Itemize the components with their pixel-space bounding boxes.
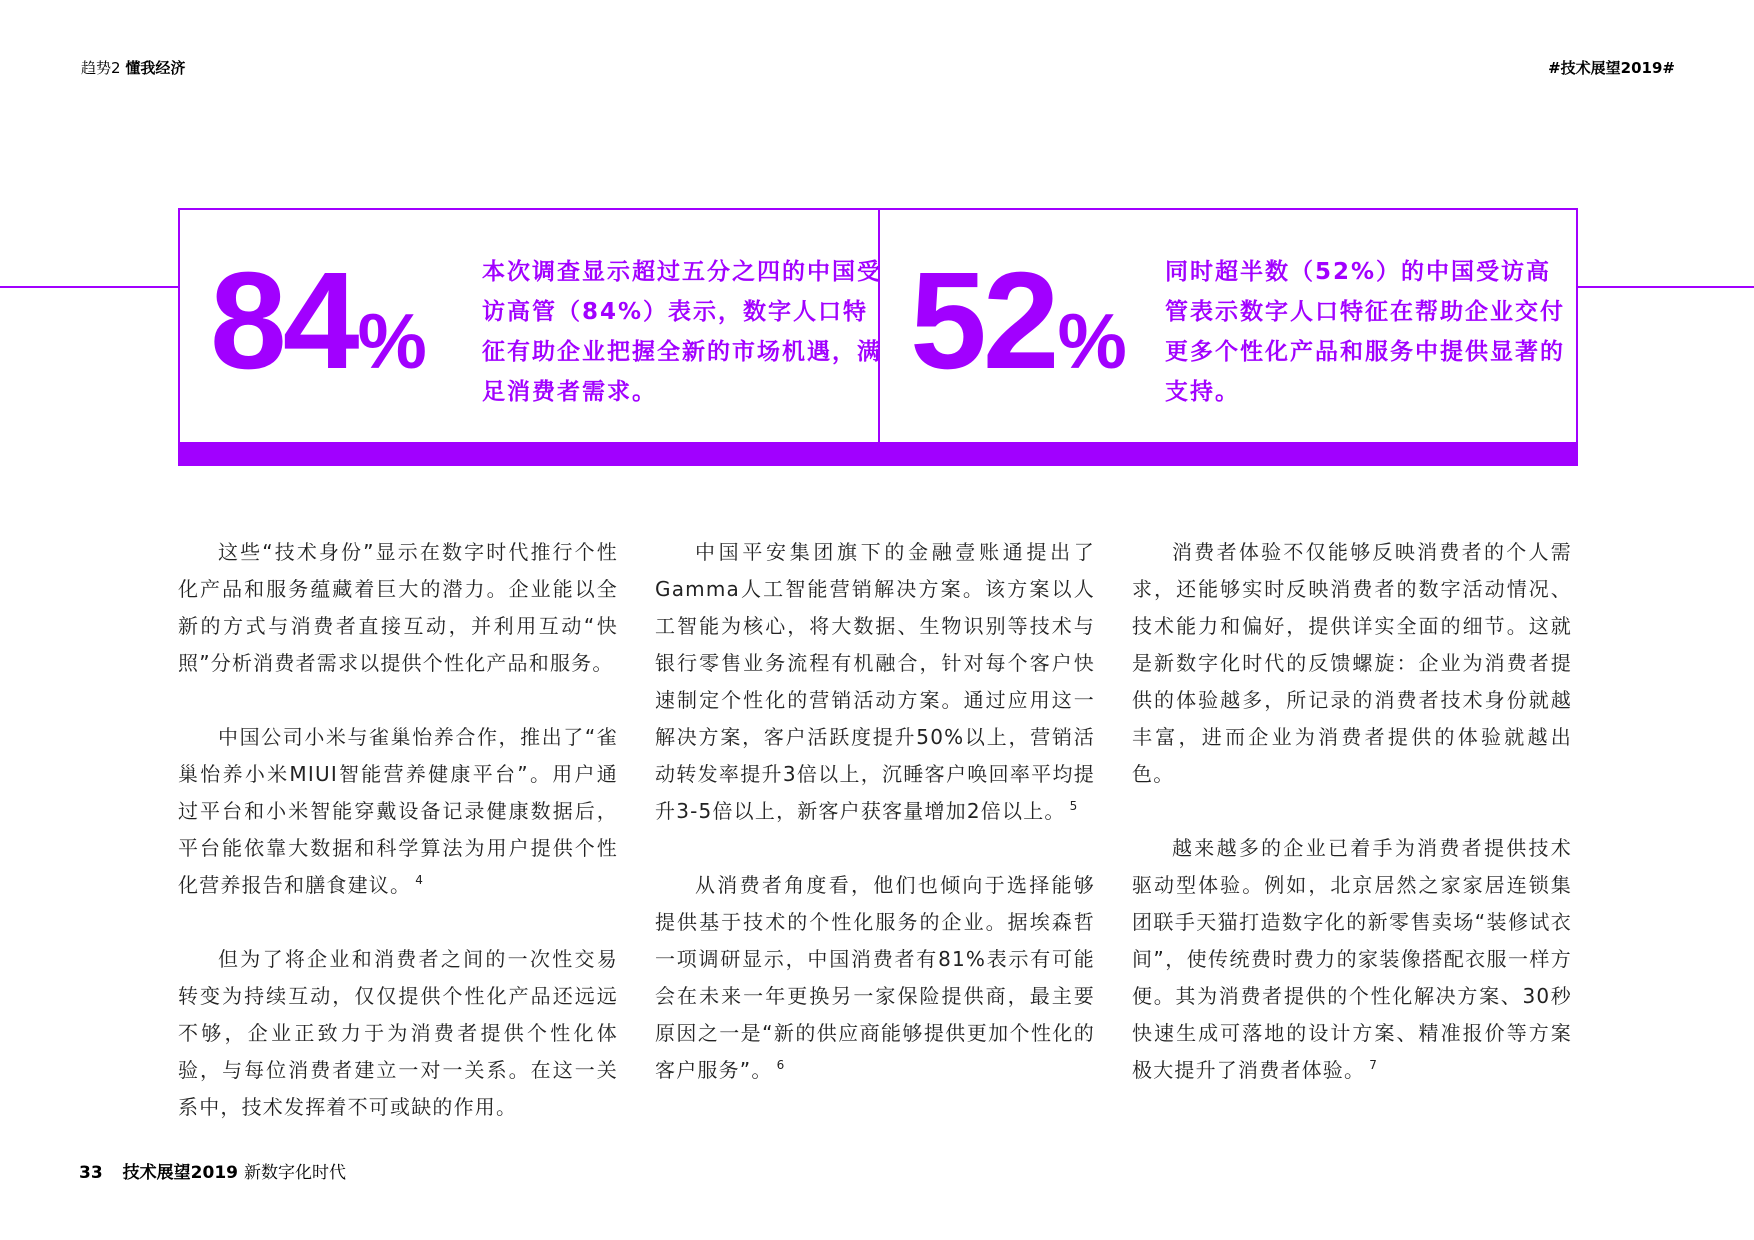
stat-unit: % xyxy=(1057,297,1127,385)
stat-number: 84 xyxy=(210,244,356,398)
stat-callout xyxy=(180,210,882,444)
stat-unit: % xyxy=(357,297,427,385)
report-hashtag: #技术展望2019# xyxy=(1548,59,1675,77)
stat-description: 同时超半数（52%）的中国受访高管表示数字人口特征在帮助企业交付更多个性化产品和服务中提供显著的支持。 xyxy=(1165,259,1565,405)
body-column-1 xyxy=(178,534,618,1126)
stat-callout xyxy=(878,210,1576,444)
body-paragraph xyxy=(178,719,618,904)
stat-description: 本次调查显示超过五分之四的中国受访高管（84%）表示，数字人口特征有助企业把握全新的市场机遇，满足消费者需求。 xyxy=(482,259,882,405)
stat-callout-box xyxy=(178,208,1578,466)
body-paragraph xyxy=(1132,830,1572,1089)
decorative-rule-left xyxy=(0,286,180,288)
body-paragraph xyxy=(178,534,618,682)
paragraph-text: 中国平安集团旗下的金融壹账通提出了Gamma人工智能营销解决方案。该方案以人工智能为核心，将大数据、生物识别等技术与银行零售业务流程有机融合，针对每个客户快速制定个性化的营销活动方案。通过应用这一解决方案，客户活跃度提升50%以上，营销活动转发率提升3倍以上，沉睡客户唤回率平均提升3-5倍以上，新客户获客量增加2倍以上。 xyxy=(655,540,1095,823)
footnote-marker: 6 xyxy=(776,1058,785,1073)
body-paragraph xyxy=(655,534,1095,830)
body-paragraph xyxy=(1132,534,1572,793)
footnote-marker: 7 xyxy=(1369,1058,1377,1073)
footnote-marker: 4 xyxy=(415,873,423,888)
stat-box-bottom-bar xyxy=(178,442,1578,466)
body-column-2 xyxy=(655,534,1095,1089)
page-number: 33 xyxy=(79,1163,103,1183)
stat-number: 52 xyxy=(910,244,1056,398)
paragraph-text: 中国公司小米与雀巢怡养合作，推出了“雀巢怡养小米MIUI智能营养健康平台”。用户通过平台和小米智能穿戴设备记录健康数据后，平台能依靠大数据和科学算法为用户提供个性化营养报告和膳食建议。 xyxy=(178,725,618,897)
publication-title: 技术展望2019 xyxy=(122,1163,238,1183)
footnote-marker: 5 xyxy=(1069,799,1078,814)
publication-subtitle: 新数字化时代 xyxy=(244,1163,346,1183)
paragraph-text: 消费者体验不仅能够反映消费者的个人需求，还能够实时反映消费者的数字活动情况、技术能力和偏好，提供详实全面的细节。这就是新数字化时代的反馈螺旋：企业为消费者提供的体验越多，所记录的消费者技术身份就越丰富，进而企业为消费者提供的体验就越出色。 xyxy=(1132,540,1572,786)
stat-value xyxy=(910,244,1127,410)
body-column-3 xyxy=(1132,534,1572,1089)
paragraph-text: 这些“技术身份”显示在数字时代推行个性化产品和服务蕴藏着巨大的潜力。企业能以全新的方式与消费者直接互动，并利用互动“快照”分析消费者需求以提供个性化产品和服务。 xyxy=(178,540,618,675)
stat-value xyxy=(210,244,427,410)
body-paragraph xyxy=(178,941,618,1126)
running-header xyxy=(81,58,185,78)
section-title: 懂我经济 xyxy=(125,59,186,77)
paragraph-text: 从消费者角度看，他们也倾向于选择能够提供基于技术的个性化服务的企业。据埃森哲一项调研显示，中国消费者有81%表示有可能会在未来一年更换另一家保险提供商，最主要原因之一是“新的供应商能够提供更加个性化的客户服务”。 xyxy=(655,873,1095,1082)
section-label: 趋势2 xyxy=(81,59,121,77)
decorative-rule-right xyxy=(1576,286,1754,288)
paragraph-text: 越来越多的企业已着手为消费者提供技术驱动型体验。例如，北京居然之家家居连锁集团联手天猫打造数字化的新零售卖场“装修试衣间”，使传统费时费力的家装像搭配衣服一样方便。其为消费者提供的个性化解决方案、30秒快速生成可落地的设计方案、精准报价等方案极大提升了消费者体验。 xyxy=(1132,836,1572,1082)
paragraph-text: 但为了将企业和消费者之间的一次性交易转变为持续互动，仅仅提供个性化产品还远远不够，企业正致力于为消费者提供个性化体验，与每位消费者建立一对一关系。在这一关系中，技术发挥着不可或缺的作用。 xyxy=(178,947,618,1119)
body-paragraph xyxy=(655,867,1095,1089)
page-footer xyxy=(79,1162,346,1184)
